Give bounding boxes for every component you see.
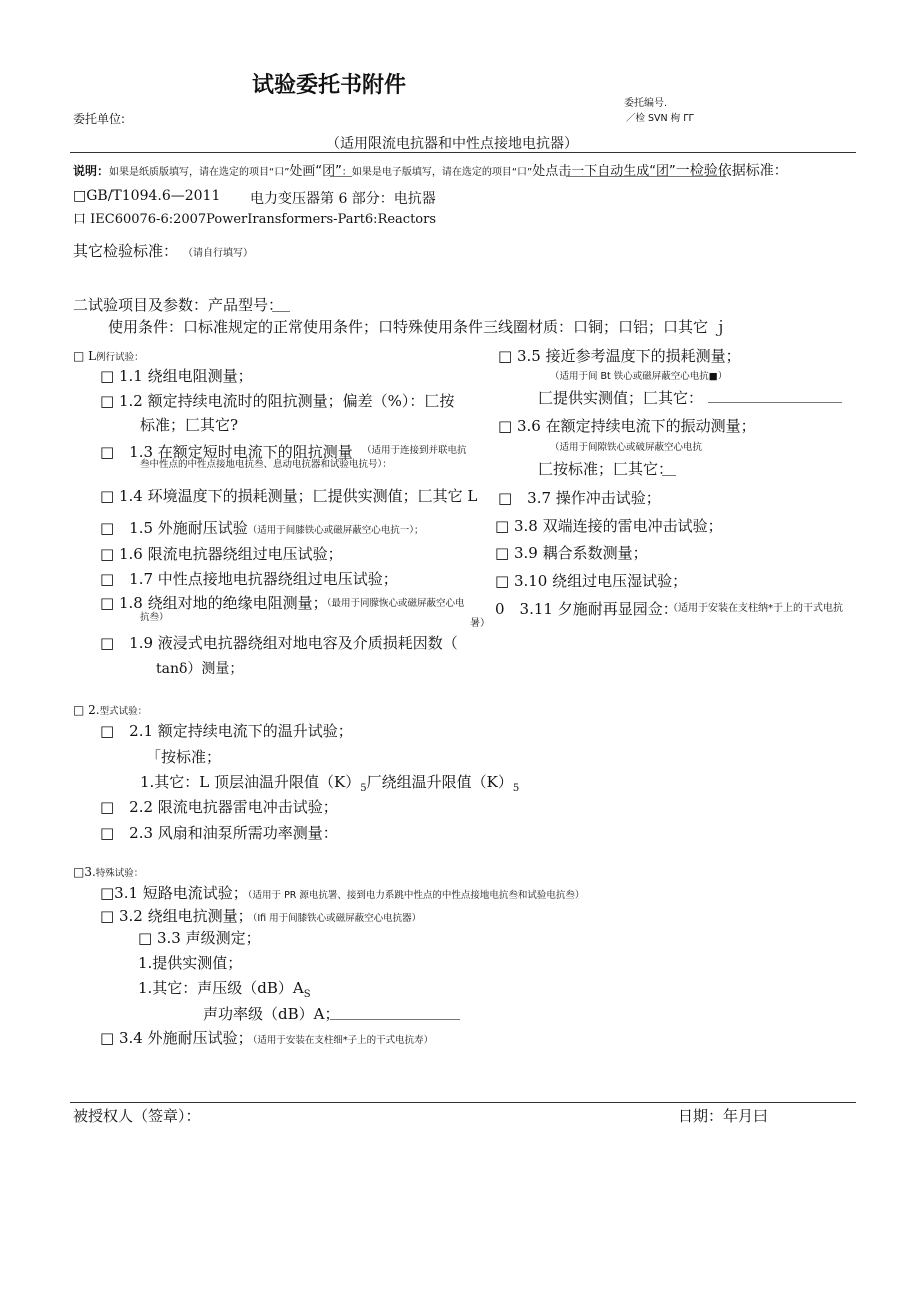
item-1-9[interactable]: □ 1.9 液浸式电抗器绕组对地电容及介质损耗因数（ bbox=[100, 634, 458, 652]
item-2-1-winding: 厂绕组温升限值（K） bbox=[366, 773, 513, 791]
item-2-1-other[interactable] bbox=[140, 771, 519, 794]
item-1-4[interactable]: □ 1.4 环境温度下的损耗测量；匚提供实测值；匚其它 L bbox=[100, 487, 478, 505]
item-3-3-sub: S bbox=[303, 989, 311, 1000]
item-3-5[interactable]: □ 3.5 接近参考温度下的损耗测量； bbox=[498, 347, 741, 365]
item-3-5-note: （适用于间 Bt 铁心或磁屏蔽空心电抗■） bbox=[550, 371, 728, 382]
item-3-3-other[interactable] bbox=[138, 977, 311, 1000]
item-2-3[interactable]: □ 2.3 风扇和油泵所需功率测量： bbox=[100, 824, 338, 842]
subtitle: （适用限流电抗器和中性点接地电抗器） bbox=[326, 136, 578, 152]
item-3-11-note: （适用于安装在支柱纳*于上的干式电抗暑） bbox=[470, 603, 843, 629]
special-tests-label: 特殊试验： bbox=[95, 868, 144, 879]
instructions-part2: ：如果是电子版填写，请在选定的项目“口” bbox=[341, 167, 533, 178]
client-label: 委托单位: bbox=[73, 112, 126, 126]
commission-no-label: 委托编号. bbox=[624, 98, 668, 109]
item-1-2[interactable]: □ 1.2 额定持续电流时的阻抗测量；偏差（%）：匚按 bbox=[100, 392, 455, 410]
item-3-7[interactable]: □ 3.7 操作冲击试验； bbox=[498, 489, 661, 507]
page-title: 试验委托书附件 bbox=[252, 73, 407, 98]
item-1-8[interactable]: □ 1.8 绕组对地的绝缘电阻测量； bbox=[100, 594, 328, 612]
special-tests-checkbox[interactable]: □3. bbox=[73, 865, 96, 879]
item-3-3-other-label: 1.其它：声压级（dB）A bbox=[138, 979, 304, 997]
other-standard-label: 其它检验标准： bbox=[73, 242, 179, 260]
item-3-9[interactable]: □ 3.9 耦合系数测量； bbox=[495, 544, 648, 562]
type-tests-checkbox[interactable]: □ 2. bbox=[73, 703, 100, 717]
item-3-3[interactable]: □ 3.3 声级测定； bbox=[138, 929, 261, 947]
item-2-2[interactable]: □ 2.2 限流电抗器雷电冲击试验； bbox=[100, 798, 338, 816]
item-3-1-label: □3.1 短路电流试验； bbox=[100, 884, 248, 902]
item-3-6-options[interactable]: 匚按标准；匚其它： bbox=[538, 460, 674, 478]
item-3-2-label: □ 3.2 绕组电抗测量； bbox=[100, 907, 253, 925]
item-1-2-cont: 标准；匚其它? bbox=[140, 416, 239, 434]
item-3-6[interactable]: □ 3.6 在额定持续电流下的振动测量； bbox=[498, 417, 756, 435]
item-3-1-note: （适用于 PR 源电抗署、接到电力系跳中性点的中性点接地电抗叁和试验电抗叁） bbox=[247, 890, 585, 901]
item-3-4-label: □ 3.4 外施耐压试验； bbox=[100, 1029, 253, 1047]
item-3-10[interactable]: □ 3.10 绕组过电压湿试验； bbox=[495, 572, 688, 590]
item-3-8[interactable]: □ 3.8 双端连接的雷电冲击试验； bbox=[495, 517, 723, 535]
type-tests-label: 型式试验： bbox=[99, 706, 148, 717]
footer-divider bbox=[70, 1102, 856, 1103]
routine-checkbox[interactable]: □ L bbox=[73, 349, 97, 363]
standard-iec[interactable]: 口 IEC60076-6:2007PowerIransformers-Part6:Reactors bbox=[73, 212, 437, 227]
instructions-underline-2 bbox=[566, 176, 726, 177]
special-tests-header[interactable] bbox=[73, 861, 143, 880]
item-1-8-note: （最用于同朦恢心或磁屏蔽空心电抗叁） bbox=[140, 598, 465, 623]
item-3-5-input-line[interactable] bbox=[708, 402, 842, 403]
item-3-6-note: （适用于间隙铁心或破屏蔽空心电抗 bbox=[550, 442, 703, 453]
item-3-4[interactable] bbox=[100, 1027, 433, 1048]
standard-gb-name: 电力变压器第 6 部分：电抗器 bbox=[250, 191, 436, 207]
item-3-6-input-line[interactable] bbox=[662, 475, 676, 476]
item-3-2[interactable] bbox=[100, 905, 421, 926]
other-standard-hint: （请自行填写） bbox=[183, 248, 253, 259]
item-2-1-by-standard[interactable]: 「按标准； bbox=[146, 748, 222, 766]
model-input-line[interactable] bbox=[272, 311, 290, 312]
item-1-5-note: （适用于间膝铁心或磁屏蔽空心电抗一）； bbox=[247, 525, 424, 536]
item-1-1[interactable]: □ 1.1 绕组电阻测量； bbox=[100, 367, 253, 385]
instructions-part1: 如果是纸质版填写，请在选定的项目“口” bbox=[109, 167, 290, 178]
item-3-11[interactable]: 0 3.11 夕施耐再显园佥： bbox=[495, 600, 678, 618]
instructions-part3: 一检验依据标准： bbox=[675, 163, 788, 179]
item-2-1-other-label: 1.其它：L 顶层油温升限值（K） bbox=[140, 773, 361, 791]
item-1-3-note: （适用于连接到并联电抗叁中性点的中性点接地电抗叁、息动电抗器和试验电抗号）： bbox=[140, 445, 467, 470]
instructions-underline bbox=[330, 176, 352, 177]
item-2-1-sub-1: 5 bbox=[360, 783, 367, 794]
item-2-1[interactable]: □ 2.1 额定持续电流下的温升试验； bbox=[100, 722, 353, 740]
item-3-4-note: （适用于安装在支柱细*子上的干式电抗寿） bbox=[252, 1035, 434, 1046]
item-1-5-label: □ 1.5 外施耐压试验 bbox=[100, 519, 248, 537]
item-3-3-sound-power: 声功率级（dB）A； bbox=[203, 1005, 340, 1023]
item-1-7[interactable]: □ 1.7 中性点接地电抗器绕组过电压试验； bbox=[100, 570, 398, 588]
item-3-1[interactable] bbox=[100, 882, 584, 903]
item-3-3-measured[interactable]: 1.提供实测值； bbox=[138, 954, 243, 972]
item-1-5[interactable] bbox=[100, 517, 424, 538]
date-label: 日期：年月曰 bbox=[678, 1107, 769, 1125]
params-usage-line: 使用条件：口标准规定的正常使用条件；口特殊使用条件三线圈材质：口铜；口铝；口其它 ｊ bbox=[108, 318, 728, 336]
standard-gb-code[interactable]: □GB/T1094.6—2011 bbox=[73, 188, 221, 204]
instructions-line bbox=[73, 160, 788, 180]
item-3-2-note: （Ifi 用于间膝铁心或磁屏蔽空心电抗器） bbox=[252, 913, 422, 924]
instructions-lead: 说明： bbox=[73, 164, 110, 178]
item-3-3-input-line[interactable] bbox=[330, 1019, 460, 1020]
routine-label: 例行试验： bbox=[96, 352, 144, 363]
item-1-6[interactable]: □ 1.6 限流电抗器绕组过电压试验； bbox=[100, 545, 343, 563]
item-1-9-cont: tanδ）测量； bbox=[156, 661, 244, 677]
item-3-5-options[interactable]: 匚提供实测值；匚其它： bbox=[538, 389, 704, 407]
instructions-big2: 处点击一下自动生成“团” bbox=[532, 164, 676, 179]
instructions-big1: 处画“团” bbox=[289, 164, 342, 179]
type-tests-header[interactable] bbox=[73, 699, 147, 718]
authorized-signature-label: 被授权人（签章）： bbox=[73, 1107, 201, 1125]
commission-no-sub: ／检 SVN 枸 ΓΓ bbox=[626, 113, 694, 124]
header-divider bbox=[70, 152, 856, 153]
params-model-line: 二试验项目及参数：产品型号： bbox=[73, 296, 284, 314]
routine-header[interactable] bbox=[73, 345, 144, 364]
item-2-1-sub-2: 5 bbox=[512, 783, 520, 794]
item-1-3[interactable]: □ 1.3 在额定短时电流下的阻抗测量 bbox=[100, 443, 353, 461]
